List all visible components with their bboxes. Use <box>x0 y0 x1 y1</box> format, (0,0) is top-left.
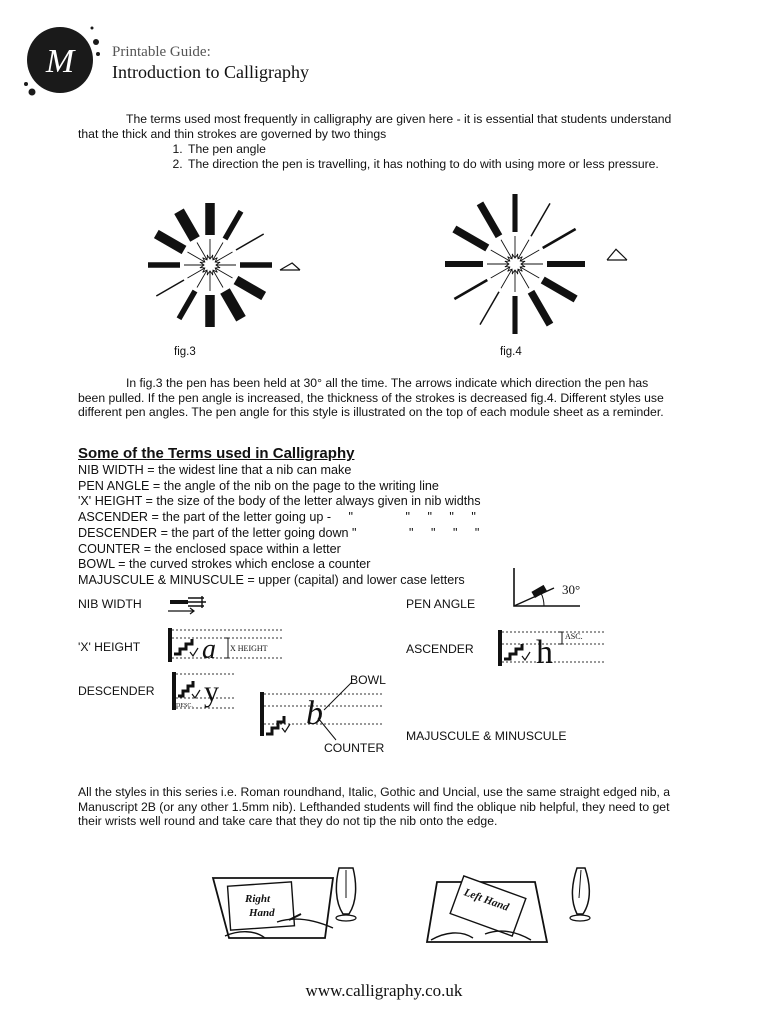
label-pen-angle: PEN ANGLE <box>406 597 476 611</box>
pen-angle-indicator <box>280 263 300 270</box>
fig3-stroke-diagram <box>130 200 330 330</box>
ink-splat-logo <box>22 20 100 98</box>
direction-arrow <box>491 250 510 262</box>
pen-stroke <box>156 280 184 296</box>
nib-width-illustration <box>164 594 212 616</box>
direction-arrow <box>517 240 529 259</box>
direction-arrow <box>215 267 232 278</box>
header-subtitle: Printable Guide: <box>112 44 211 60</box>
explanation-paragraph <box>78 376 676 420</box>
descender-illustration <box>170 670 240 712</box>
footer-url: www.calligraphy.co.uk <box>305 981 463 1000</box>
explanation-text: In fig.3 the pen has been held at 30° all the time. The arrows indicate which direction the pen has been pulled. If the pen angle is increased, the thickness of the strokes is decreased fig.4. Different styles use different pen angles. The pen angle for this style is illustrated on the top of each module sheet as a reminder. <box>78 376 664 419</box>
x-height-illustration <box>164 624 288 666</box>
pen-stroke <box>531 203 550 236</box>
ascender-illustration <box>494 626 608 668</box>
pen-stroke <box>156 234 184 250</box>
term-item: 'X' HEIGHT = the size of the body of the letter always given in nib widths <box>78 494 481 509</box>
pen-stroke <box>236 234 264 250</box>
hand-position-illustration <box>205 858 625 958</box>
label-descender: DESCENDER <box>78 684 155 698</box>
intro-block <box>78 112 678 172</box>
ascender-tag: ASC. <box>565 632 583 641</box>
direction-arrow <box>212 242 223 259</box>
label-counter: COUNTER <box>324 741 385 755</box>
right-hand-word2: Hand <box>249 907 275 919</box>
pen-stroke <box>454 280 487 299</box>
pen-stroke <box>454 229 487 248</box>
x-height-tag: X HEIGHT <box>230 644 268 653</box>
pen-angle-indicator <box>607 249 627 260</box>
terms-list <box>78 463 481 589</box>
direction-arrow <box>197 270 208 287</box>
label-bowl: BOWL <box>350 673 386 687</box>
pen-angle-value: 30° <box>562 582 581 597</box>
fig4-stroke-diagram <box>435 192 655 336</box>
intro-item: 2. The direction the pen is travelling, it has nothing to do with using more or less pressure. <box>186 157 678 172</box>
bowl-letter: b <box>306 695 323 732</box>
fig4-caption: fig.4 <box>500 346 522 358</box>
direction-arrow <box>501 269 513 288</box>
intro-item: 1. The pen angle <box>186 142 678 157</box>
header-title: Introduction to Calligraphy <box>112 62 309 82</box>
term-item: DESCENDER = the part of the letter going down " " " " " <box>78 525 480 540</box>
term-item: NIB WIDTH = the widest line that a nib can make <box>78 463 352 477</box>
terms-title: Some of the Terms used in Calligraphy <box>78 445 355 462</box>
descender-letter: y <box>204 675 219 708</box>
pen-stroke <box>225 291 241 319</box>
term-item: ASCENDER = the part of the letter going up - " " " " " <box>78 510 476 525</box>
direction-arrow <box>212 270 223 287</box>
pen-stroke <box>543 280 576 299</box>
direction-arrow <box>517 269 529 288</box>
direction-arrow <box>501 240 513 259</box>
intro-list <box>78 142 678 172</box>
bowl-counter-illustration <box>256 680 386 746</box>
label-nib-width: NIB WIDTH <box>78 597 142 611</box>
term-item: COUNTER = the enclosed space within a letter <box>78 541 341 556</box>
pen-stroke <box>236 280 264 296</box>
fig3-caption: fig.3 <box>174 346 196 358</box>
label-ascender: ASCENDER <box>406 642 474 656</box>
direction-arrow <box>520 250 539 262</box>
pen-stroke <box>543 229 576 248</box>
direction-arrow <box>187 252 204 263</box>
direction-arrow <box>520 266 539 278</box>
pen-stroke <box>179 291 195 319</box>
term-item: PEN ANGLE = the angle of the nib on the page to the writing line <box>78 478 439 493</box>
label-majuscule-minuscule: MAJUSCULE & MINUSCULE <box>406 729 567 743</box>
term-item: MAJUSCULE & MINUSCULE = upper (capital) and lower case letters <box>78 572 465 587</box>
direction-arrow <box>215 252 232 263</box>
pen-stroke <box>225 211 241 239</box>
descender-tag: DESC. <box>176 703 193 709</box>
left-hand-text: Left Hand <box>462 886 511 914</box>
direction-arrow <box>491 266 510 278</box>
right-hand-word1: Right <box>245 893 271 905</box>
direction-arrow <box>197 242 208 259</box>
direction-arrow <box>187 267 204 278</box>
pen-stroke <box>179 211 195 239</box>
pen-stroke <box>480 292 499 325</box>
term-item: BOWL = the curved strokes which enclose a counter <box>78 557 371 572</box>
pen-stroke <box>480 203 499 236</box>
x-height-letter: a <box>202 634 216 665</box>
logo-letter: M <box>45 43 75 80</box>
nib-paragraph: All the styles in this series i.e. Roman roundhand, Italic, Gothic and Uncial, use the same straight edged nib, a Manuscript 2B (or any other 1.5mm nib). Lefthanded students will find the oblique nib helpful, they need to get their wrists well round and take care that they do not tip the nib onto the edge. <box>78 785 671 828</box>
pen-stroke <box>531 292 550 325</box>
intro-text: The terms used most frequently in calligraphy are given here - it is essential that students understand that the thick and thin strokes are governed by two things <box>78 112 672 141</box>
ascender-letter: h <box>536 634 553 668</box>
label-x-height: 'X' HEIGHT <box>78 640 141 654</box>
pen-angle-illustration <box>510 566 600 612</box>
